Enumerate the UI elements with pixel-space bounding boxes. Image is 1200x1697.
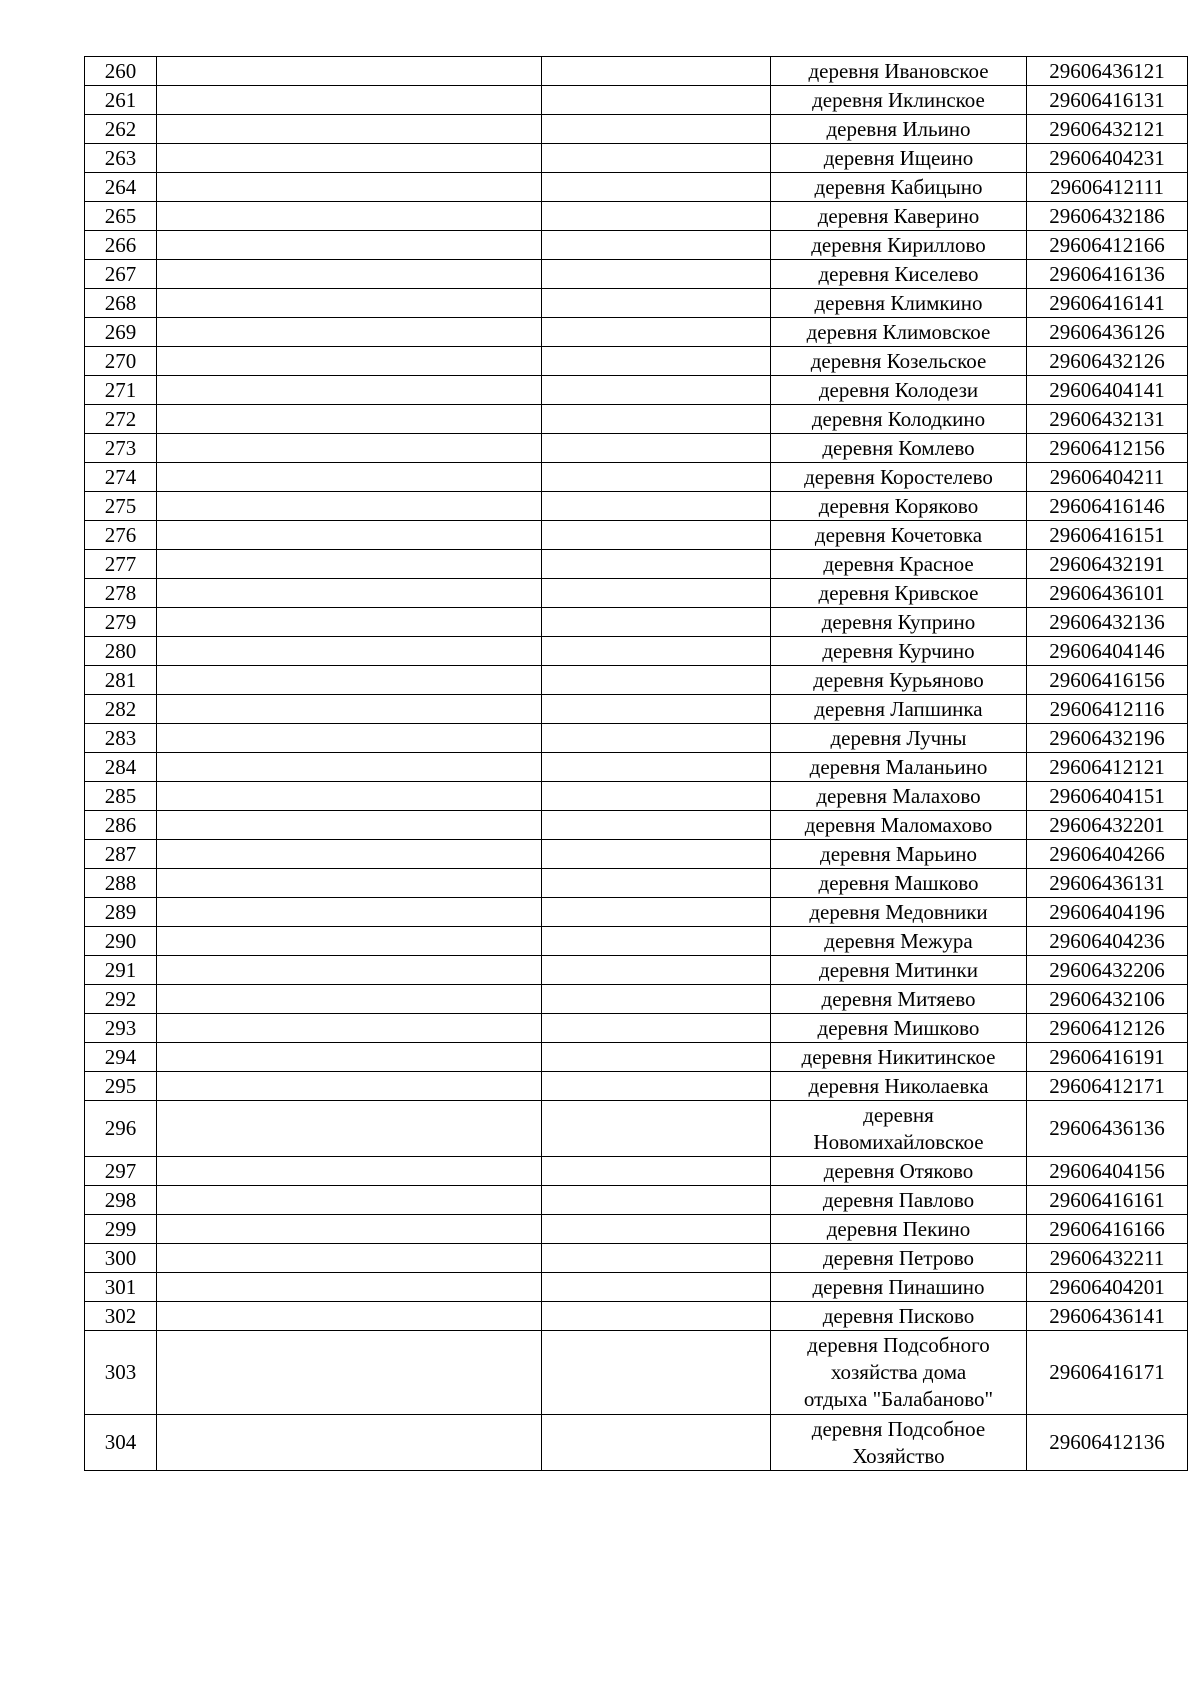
oktmo-code-cell: 29606412121 (1027, 753, 1188, 782)
row-number-cell: 284 (85, 753, 157, 782)
empty-cell (157, 463, 542, 492)
empty-cell (157, 376, 542, 405)
empty-cell (157, 115, 542, 144)
settlement-name-cell: деревня Ивановское (771, 57, 1027, 86)
empty-cell (542, 376, 771, 405)
empty-cell (157, 289, 542, 318)
empty-cell (542, 695, 771, 724)
row-number-cell: 289 (85, 898, 157, 927)
empty-cell (542, 608, 771, 637)
settlement-name-cell: деревня Лучны (771, 724, 1027, 753)
table-row (85, 811, 1188, 840)
row-number-cell: 276 (85, 521, 157, 550)
oktmo-code-cell: 29606404141 (1027, 376, 1188, 405)
empty-cell (157, 927, 542, 956)
empty-cell (157, 637, 542, 666)
row-number-cell: 299 (85, 1215, 157, 1244)
oktmo-code-cell: 29606412166 (1027, 231, 1188, 260)
oktmo-code-cell: 29606432191 (1027, 550, 1188, 579)
settlement-name-cell: деревня Мишково (771, 1014, 1027, 1043)
empty-cell (157, 1415, 542, 1471)
empty-cell (542, 840, 771, 869)
table-row (85, 1215, 1188, 1244)
table-row (85, 1331, 1188, 1415)
empty-cell (157, 1215, 542, 1244)
row-number-cell: 291 (85, 956, 157, 985)
empty-cell (542, 1302, 771, 1331)
empty-cell (542, 1273, 771, 1302)
oktmo-code-cell: 29606412116 (1027, 695, 1188, 724)
table-row (85, 985, 1188, 1014)
row-number-cell: 304 (85, 1415, 157, 1471)
oktmo-code-cell: 29606412156 (1027, 434, 1188, 463)
row-number-cell: 295 (85, 1072, 157, 1101)
table-body (85, 57, 1188, 1471)
oktmo-code-cell: 29606412136 (1027, 1415, 1188, 1471)
empty-cell (157, 405, 542, 434)
empty-cell (542, 1157, 771, 1186)
table-row (85, 115, 1188, 144)
row-number-cell: 271 (85, 376, 157, 405)
table-row (85, 1101, 1188, 1157)
settlement-name-cell: деревня Каверино (771, 202, 1027, 231)
empty-cell (542, 811, 771, 840)
table-row (85, 434, 1188, 463)
empty-cell (542, 405, 771, 434)
settlement-name-cell: деревня Маланьино (771, 753, 1027, 782)
row-number-cell: 296 (85, 1101, 157, 1157)
oktmo-code-cell: 29606412111 (1027, 173, 1188, 202)
table-row (85, 782, 1188, 811)
oktmo-code-cell: 29606416136 (1027, 260, 1188, 289)
empty-cell (542, 463, 771, 492)
row-number-cell: 281 (85, 666, 157, 695)
empty-cell (157, 782, 542, 811)
table-row (85, 637, 1188, 666)
empty-cell (542, 115, 771, 144)
settlement-name-cell: деревня Красное (771, 550, 1027, 579)
oktmo-code-cell: 29606432136 (1027, 608, 1188, 637)
oktmo-code-cell: 29606436136 (1027, 1101, 1188, 1157)
table-row (85, 1244, 1188, 1273)
settlement-name-cell: деревня Митяево (771, 985, 1027, 1014)
oktmo-code-cell: 29606432201 (1027, 811, 1188, 840)
oktmo-code-cell: 29606436101 (1027, 579, 1188, 608)
empty-cell (542, 550, 771, 579)
table-row (85, 840, 1188, 869)
oktmo-code-cell: 29606404146 (1027, 637, 1188, 666)
empty-cell (157, 666, 542, 695)
settlement-name-cell: деревня Отяково (771, 1157, 1027, 1186)
row-number-cell: 293 (85, 1014, 157, 1043)
row-number-cell: 290 (85, 927, 157, 956)
empty-cell (157, 173, 542, 202)
empty-cell (157, 608, 542, 637)
table-row (85, 666, 1188, 695)
settlement-name-cell: деревня Павлово (771, 1186, 1027, 1215)
table-row (85, 1186, 1188, 1215)
empty-cell (542, 144, 771, 173)
empty-cell (157, 492, 542, 521)
settlement-name-cell: деревня Курьяново (771, 666, 1027, 695)
settlement-name-cell: деревня Климовское (771, 318, 1027, 347)
oktmo-code-cell: 29606432211 (1027, 1244, 1188, 1273)
empty-cell (157, 898, 542, 927)
empty-cell (542, 1331, 771, 1415)
row-number-cell: 294 (85, 1043, 157, 1072)
table-row (85, 724, 1188, 753)
table-row (85, 898, 1188, 927)
empty-cell (542, 86, 771, 115)
table-row (85, 289, 1188, 318)
table-row (85, 231, 1188, 260)
oktmo-code-cell: 29606404211 (1027, 463, 1188, 492)
empty-cell (157, 1043, 542, 1072)
table-row (85, 1415, 1188, 1471)
row-number-cell: 297 (85, 1157, 157, 1186)
empty-cell (542, 434, 771, 463)
settlement-name-cell: деревня Подсобного хозяйства дома отдыха "Балабаново" (771, 1331, 1027, 1415)
settlement-name-cell: деревня Ищеино (771, 144, 1027, 173)
oktmo-code-cell: 29606436131 (1027, 869, 1188, 898)
settlement-name-cell: деревня Иклинское (771, 86, 1027, 115)
oktmo-code-cell: 29606412171 (1027, 1072, 1188, 1101)
table-row (85, 753, 1188, 782)
settlement-name-cell: деревня Пекино (771, 1215, 1027, 1244)
empty-cell (157, 347, 542, 376)
empty-cell (157, 57, 542, 86)
table-row (85, 1014, 1188, 1043)
table-row (85, 318, 1188, 347)
empty-cell (542, 173, 771, 202)
row-number-cell: 280 (85, 637, 157, 666)
oktmo-code-cell: 29606404266 (1027, 840, 1188, 869)
row-number-cell: 302 (85, 1302, 157, 1331)
table-row (85, 1302, 1188, 1331)
oktmo-code-cell: 29606404196 (1027, 898, 1188, 927)
table-row (85, 956, 1188, 985)
settlement-name-cell: деревня Подсобное Хозяйство (771, 1415, 1027, 1471)
empty-cell (542, 1244, 771, 1273)
empty-cell (542, 347, 771, 376)
empty-cell (157, 1244, 542, 1273)
row-number-cell: 265 (85, 202, 157, 231)
empty-cell (157, 318, 542, 347)
table-row (85, 347, 1188, 376)
empty-cell (157, 579, 542, 608)
row-number-cell: 272 (85, 405, 157, 434)
oktmo-code-cell: 29606432206 (1027, 956, 1188, 985)
row-number-cell: 266 (85, 231, 157, 260)
empty-cell (542, 1186, 771, 1215)
empty-cell (157, 86, 542, 115)
settlement-name-cell: деревня Маломахово (771, 811, 1027, 840)
oktmo-code-cell: 29606436126 (1027, 318, 1188, 347)
oktmo-code-cell: 29606404201 (1027, 1273, 1188, 1302)
settlement-name-cell: деревня Коростелево (771, 463, 1027, 492)
settlement-name-cell: деревня Петрово (771, 1244, 1027, 1273)
settlement-name-cell: деревня Колодези (771, 376, 1027, 405)
settlement-name-cell: деревня Курчино (771, 637, 1027, 666)
oktmo-code-cell: 29606416156 (1027, 666, 1188, 695)
table-row (85, 521, 1188, 550)
table-row (85, 57, 1188, 86)
row-number-cell: 275 (85, 492, 157, 521)
empty-cell (157, 434, 542, 463)
settlement-name-cell: деревня Митинки (771, 956, 1027, 985)
table-row (85, 376, 1188, 405)
empty-cell (157, 1072, 542, 1101)
row-number-cell: 278 (85, 579, 157, 608)
empty-cell (157, 1014, 542, 1043)
row-number-cell: 298 (85, 1186, 157, 1215)
oktmo-code-cell: 29606404151 (1027, 782, 1188, 811)
empty-cell (157, 521, 542, 550)
empty-cell (157, 985, 542, 1014)
oktmo-code-cell: 29606404231 (1027, 144, 1188, 173)
table-row (85, 869, 1188, 898)
settlement-name-cell: деревня Николаевка (771, 1072, 1027, 1101)
oktmo-code-cell: 29606432131 (1027, 405, 1188, 434)
oktmo-code-cell: 29606436121 (1027, 57, 1188, 86)
table-row (85, 202, 1188, 231)
settlement-name-cell: деревня Киселево (771, 260, 1027, 289)
empty-cell (157, 1331, 542, 1415)
empty-cell (542, 318, 771, 347)
empty-cell (157, 1273, 542, 1302)
empty-cell (542, 927, 771, 956)
oktmo-code-cell: 29606432196 (1027, 724, 1188, 753)
oktmo-code-cell: 29606436141 (1027, 1302, 1188, 1331)
table-row (85, 260, 1188, 289)
row-number-cell: 303 (85, 1331, 157, 1415)
oktmo-code-cell: 29606416171 (1027, 1331, 1188, 1415)
table-row (85, 173, 1188, 202)
table-row (85, 550, 1188, 579)
empty-cell (542, 753, 771, 782)
empty-cell (542, 260, 771, 289)
oktmo-code-cell: 29606416191 (1027, 1043, 1188, 1072)
row-number-cell: 300 (85, 1244, 157, 1273)
row-number-cell: 269 (85, 318, 157, 347)
settlement-name-cell: деревня Межура (771, 927, 1027, 956)
empty-cell (542, 579, 771, 608)
oktmo-code-cell: 29606416166 (1027, 1215, 1188, 1244)
table-row (85, 1157, 1188, 1186)
settlement-name-cell: деревня Куприно (771, 608, 1027, 637)
empty-cell (542, 985, 771, 1014)
row-number-cell: 283 (85, 724, 157, 753)
empty-cell (542, 1215, 771, 1244)
oktmo-code-cell: 29606416151 (1027, 521, 1188, 550)
settlement-name-cell: деревня Новомихайловское (771, 1101, 1027, 1157)
oktmo-code-cell: 29606416161 (1027, 1186, 1188, 1215)
settlement-name-cell: деревня Пинашино (771, 1273, 1027, 1302)
empty-cell (157, 869, 542, 898)
settlement-name-cell: деревня Машково (771, 869, 1027, 898)
empty-cell (157, 202, 542, 231)
row-number-cell: 288 (85, 869, 157, 898)
row-number-cell: 267 (85, 260, 157, 289)
empty-cell (157, 753, 542, 782)
row-number-cell: 273 (85, 434, 157, 463)
empty-cell (157, 144, 542, 173)
row-number-cell: 274 (85, 463, 157, 492)
empty-cell (542, 782, 771, 811)
settlement-name-cell: деревня Кочетовка (771, 521, 1027, 550)
settlement-name-cell: деревня Кириллово (771, 231, 1027, 260)
settlement-name-cell: деревня Колодкино (771, 405, 1027, 434)
table-row (85, 1273, 1188, 1302)
settlement-name-cell: деревня Климкино (771, 289, 1027, 318)
settlement-name-cell: деревня Кривское (771, 579, 1027, 608)
row-number-cell: 261 (85, 86, 157, 115)
settlements-table (84, 56, 1188, 1471)
settlement-name-cell: деревня Никитинское (771, 1043, 1027, 1072)
empty-cell (542, 521, 771, 550)
empty-cell (542, 57, 771, 86)
row-number-cell: 279 (85, 608, 157, 637)
empty-cell (542, 231, 771, 260)
empty-cell (157, 956, 542, 985)
settlement-name-cell: деревня Комлево (771, 434, 1027, 463)
empty-cell (542, 869, 771, 898)
row-number-cell: 286 (85, 811, 157, 840)
empty-cell (157, 811, 542, 840)
empty-cell (157, 1157, 542, 1186)
empty-cell (157, 695, 542, 724)
row-number-cell: 260 (85, 57, 157, 86)
empty-cell (157, 1101, 542, 1157)
empty-cell (542, 1415, 771, 1471)
empty-cell (157, 840, 542, 869)
settlement-name-cell: деревня Кабицыно (771, 173, 1027, 202)
settlement-name-cell: деревня Малахово (771, 782, 1027, 811)
table-row (85, 144, 1188, 173)
row-number-cell: 268 (85, 289, 157, 318)
oktmo-code-cell: 29606432106 (1027, 985, 1188, 1014)
row-number-cell: 262 (85, 115, 157, 144)
row-number-cell: 264 (85, 173, 157, 202)
empty-cell (542, 1014, 771, 1043)
oktmo-code-cell: 29606432186 (1027, 202, 1188, 231)
empty-cell (542, 1101, 771, 1157)
empty-cell (157, 1302, 542, 1331)
oktmo-code-cell: 29606432121 (1027, 115, 1188, 144)
row-number-cell: 270 (85, 347, 157, 376)
empty-cell (542, 1072, 771, 1101)
row-number-cell: 263 (85, 144, 157, 173)
row-number-cell: 301 (85, 1273, 157, 1302)
row-number-cell: 287 (85, 840, 157, 869)
oktmo-code-cell: 29606404156 (1027, 1157, 1188, 1186)
oktmo-code-cell: 29606412126 (1027, 1014, 1188, 1043)
settlement-name-cell: деревня Марьино (771, 840, 1027, 869)
settlement-name-cell: деревня Ильино (771, 115, 1027, 144)
row-number-cell: 282 (85, 695, 157, 724)
settlement-name-cell: деревня Лапшинка (771, 695, 1027, 724)
settlement-name-cell: деревня Козельское (771, 347, 1027, 376)
empty-cell (542, 724, 771, 753)
empty-cell (157, 724, 542, 753)
empty-cell (157, 550, 542, 579)
settlement-name-cell: деревня Писково (771, 1302, 1027, 1331)
row-number-cell: 292 (85, 985, 157, 1014)
empty-cell (542, 637, 771, 666)
table-row (85, 492, 1188, 521)
empty-cell (157, 231, 542, 260)
row-number-cell: 285 (85, 782, 157, 811)
settlement-name-cell: деревня Коряково (771, 492, 1027, 521)
table-row (85, 463, 1188, 492)
settlement-name-cell: деревня Медовники (771, 898, 1027, 927)
empty-cell (542, 956, 771, 985)
empty-cell (542, 898, 771, 927)
oktmo-code-cell: 29606416146 (1027, 492, 1188, 521)
empty-cell (157, 1186, 542, 1215)
row-number-cell: 277 (85, 550, 157, 579)
table-row (85, 608, 1188, 637)
oktmo-code-cell: 29606404236 (1027, 927, 1188, 956)
table-row (85, 405, 1188, 434)
table-row (85, 1043, 1188, 1072)
empty-cell (542, 1043, 771, 1072)
oktmo-code-cell: 29606416131 (1027, 86, 1188, 115)
table-row (85, 695, 1188, 724)
empty-cell (542, 492, 771, 521)
oktmo-code-cell: 29606432126 (1027, 347, 1188, 376)
table-row (85, 927, 1188, 956)
empty-cell (542, 202, 771, 231)
table-row (85, 1072, 1188, 1101)
empty-cell (542, 289, 771, 318)
empty-cell (157, 260, 542, 289)
oktmo-code-cell: 29606416141 (1027, 289, 1188, 318)
empty-cell (542, 666, 771, 695)
table-row (85, 86, 1188, 115)
table-row (85, 579, 1188, 608)
